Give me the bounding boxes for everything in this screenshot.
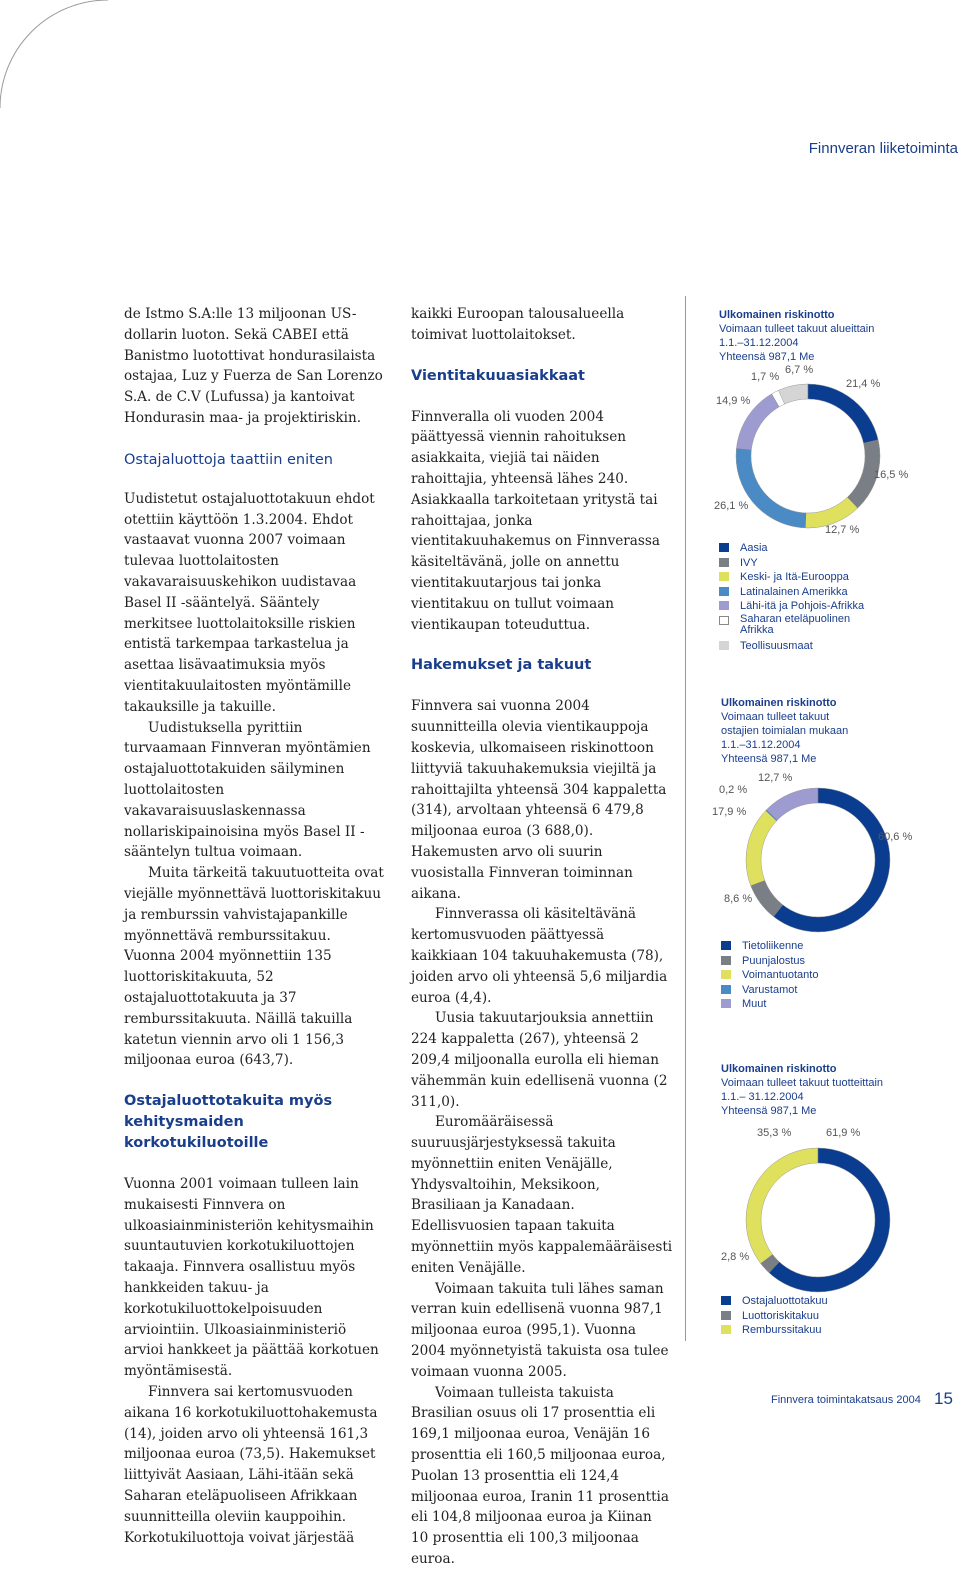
chart-title: Ulkomainen riskinotto — [721, 697, 837, 709]
chart-legend — [719, 541, 879, 654]
legend-item — [719, 599, 879, 614]
donut-outline — [761, 1163, 875, 1277]
legend-label: Ostajaluottotakuu — [742, 1295, 828, 1307]
value-label: 1,7 % — [751, 371, 780, 383]
value-label: 17,9 % — [712, 806, 747, 818]
chart-subtitle: Voimaan tulleet takuut tuotteittain — [721, 1077, 884, 1089]
legend-item — [721, 954, 881, 969]
legend-label: Aasia — [740, 542, 768, 554]
chart-legend — [721, 1294, 881, 1338]
legend-item — [719, 585, 879, 600]
chart-total: Yhteensä 987,1 Me — [719, 351, 815, 363]
chart-total: Yhteensä 987,1 Me — [721, 1105, 817, 1117]
legend-item — [721, 997, 881, 1012]
value-label: 0,2 % — [719, 784, 748, 796]
legend-swatch — [719, 587, 729, 596]
legend-swatch — [719, 601, 729, 610]
paragraph: Uudistuksella pyrittiin turvaamaan Finnveran myöntämien ostajaluottotakuiden säilyminen luottolaitosten vakavaraisuuslaskennassa nollariskipainoisina myös Basel II -sääntelyn tultua voimaan. — [124, 719, 371, 861]
chart-title: Ulkomainen riskinotto — [719, 309, 835, 321]
footer-report-name: Finnvera toimintakatsaus 2004 — [771, 1394, 921, 1406]
chart-region — [721, 696, 956, 766]
legend-swatch — [721, 999, 731, 1008]
paragraph: de Istmo S.A:lle 13 miljoonan US-dollarin luoton. Sekä CABEI että Banistmo luotottivat hondurasilaista ostajaa, Luz y Fuerza de San Lorenzo S.A. de C.V (Lufussa) ja kantoivat Hondurasin maa- ja projektiriskin. — [124, 306, 383, 426]
value-label: 8,6 % — [724, 893, 753, 905]
legend-swatch — [721, 1311, 731, 1320]
legend-swatch — [721, 985, 731, 994]
subheading: Ostajaluottotakuita myös kehitysmaiden korkotukiluotoille — [124, 1093, 333, 1152]
text-column-2 — [411, 304, 673, 1570]
legend-item — [719, 614, 879, 636]
legend-swatch — [721, 941, 731, 950]
paragraph: Voimaan takuita tuli lähes saman verran kuin edellisenä vuonna 987,1 miljoonaa euroa (995,1). Vuonna 2004 myönnetyistä takuista osa tulee voimaan vuonna 2005. — [411, 1280, 669, 1380]
legend-item — [721, 1294, 881, 1309]
legend-item — [719, 570, 879, 585]
donut-segment — [808, 392, 871, 442]
subheading: Hakemukset ja takuut — [411, 657, 592, 674]
donut-outline — [751, 399, 865, 513]
donut-segment — [754, 1156, 819, 1259]
legend-swatch — [719, 572, 729, 581]
legend-label: Remburssitakuu — [742, 1324, 822, 1337]
paragraph: Finnverassa oli käsiteltävänä kertomusvuoden päättyessä kaikkiaan 104 takuuhakemusta (78), joiden arvo oli yhteensä 5,6 miljardia euroa (4,4). — [411, 906, 668, 1006]
subheading: Vientitakuuasiakkaat — [411, 367, 585, 384]
legend-item — [719, 556, 879, 571]
legend-label: Saharan eteläpuolinen Afrikka — [740, 612, 851, 636]
legend-label: IVY — [740, 556, 758, 569]
value-label: 61,9 % — [826, 1127, 861, 1139]
legend-label: Puunjalostus — [742, 954, 805, 967]
legend-swatch — [719, 543, 729, 552]
chart-subtitle: Voimaan tulleet takuut alueittain — [719, 323, 875, 335]
corner-arc-decoration — [0, 0, 110, 110]
paragraph: Finnveralla oli vuoden 2004 päättyessä viennin rahoituksen asiakkaita, viejiä tai näiden rahoittajia, yhteensä lähes 240. Asiakkaalla tarkoitetaan yritystä tai rahoittajaa, jonka vientitakuuhakemus on Finnverassa käsiteltävänä, jolle on annettu vientitakuutarjous tai jonka vientitakuu on tullut voimaan vientikaupan toteuduttua. — [411, 408, 660, 633]
legend-label: Voimantuotanto — [742, 969, 819, 982]
donut-segment — [778, 796, 882, 925]
chart-subtitle: Voimaan tulleet takuut — [721, 711, 830, 723]
value-label: 21,4 % — [846, 378, 881, 390]
subheading: Ostajaluottoja taattiin eniten — [124, 451, 333, 468]
paragraph: Finnvera sai vuonna 2004 suunnitteilla olevia vientikauppoja koskevia, ulkomaiseen riskinottoon liittyviä takuuhakemuksia viejiltä ja rahoittajilta yhteensä 304 kappaletta (314), arvoltaan yhteensä 6 479,8 miljoonaa euroa (3 688,0). Hakemusten arvo oli suurin vuosistalla Finnveran toiminnan aikana. — [411, 698, 667, 902]
chart-title: Ulkomainen riskinotto — [721, 1063, 837, 1075]
paragraph: Vuonna 2001 voimaan tulleen lain mukaisesti Finnvera on ulkoasiainministeriön kehitysmaihin suuntautuvien korkotukiluottojen takaaja. Finnvera osallistuu myös hankkeiden takuu- ja korkotukiluottokelpoisuuden arviointiin. Ulkoasiainministeriö arvioi hankkeet ja päättää korkotuen myöntämisestä. — [124, 1176, 379, 1380]
legend-swatch — [721, 970, 731, 979]
donut-segment — [767, 1259, 775, 1267]
legend-swatch — [721, 1296, 731, 1305]
legend-item — [721, 1309, 881, 1324]
page-number: 15 — [934, 1389, 953, 1408]
value-label: 60,6 % — [878, 831, 913, 843]
legend-label: Keski- ja Itä-Eurooppa — [740, 571, 849, 584]
donut-chart-region — [735, 383, 881, 529]
paragraph: Voimaan tulleista takuista Brasilian osuus oli 17 prosenttia eli 169,1 miljoonaa euroa, Venäjän 16 prosenttia eli 160,5 miljoonaa euroa, Puolan 13 prosenttia eli 124,4 miljoonaa euroa, Iranin 11 prosenttia eli 104,8 miljoonaa euroa ja Kiinan 10 prosenttia eli 100,3 miljoonaa euroa. — [411, 1384, 669, 1568]
legend-swatch — [719, 641, 729, 650]
legend-label: Latinalainen Amerikka — [740, 585, 848, 598]
value-label: 2,8 % — [721, 1251, 750, 1263]
chart-period: 1.1.–31.12.2004 — [721, 739, 801, 751]
value-label: 12,7 % — [758, 772, 793, 784]
legend-item — [721, 1323, 881, 1338]
legend-label: Varustamot — [742, 983, 798, 996]
text-column-1 — [124, 304, 386, 1548]
legend-label: Luottoriskitakuu — [742, 1309, 820, 1322]
legend-item — [719, 639, 879, 654]
legend-item — [719, 541, 879, 556]
chart-legend — [721, 939, 881, 1012]
donut-segment — [776, 397, 782, 400]
legend-label: Teollisuusmaat — [740, 639, 813, 652]
chart-total: Yhteensä 987,1 Me — [721, 753, 817, 765]
legend-swatch — [721, 1325, 731, 1334]
value-label: 12,7 % — [825, 524, 860, 536]
paragraph: Finnvera sai kertomusvuoden aikana 16 korkotukiluottohakemusta (14), joiden arvo oli yhteensä 161,3 miljoonaa euroa (73,5). Hakemukset liittyivät Aasiaan, Lähi-itään sekä Saharan eteläpuoliseen Afrikkaan suunnitteilla oleviin kauppoihin. Korkotukiluottoja voivat järjestää — [124, 1384, 378, 1546]
donut-segment — [774, 1156, 882, 1285]
donut-chart-region — [745, 1147, 891, 1293]
chart-subtitle: ostajien toimialan mukaan — [721, 725, 849, 737]
donut-outline — [761, 803, 875, 917]
paragraph: Euromääräisessä suuruusjärjestyksessä takuita myönnettiin eniten Venäjälle, Yhdysvaltoihin, Meksikoon, Brasiliaan ja Kanadaan. Edellisvuosien tapaan takuita myönnettiin myös kappalemääräisesti eniten Venäjälle. — [411, 1114, 673, 1276]
value-label: 6,7 % — [785, 364, 814, 376]
paragraph: kaikki Euroopan talousalueella toimivat luottolaitokset. — [411, 306, 625, 343]
donut-chart-region — [745, 787, 891, 933]
legend-item — [721, 968, 881, 983]
donut-segment — [744, 400, 776, 449]
paragraph: Uusia takuutarjouksia annettiin 224 kappaletta (267), yhteensä 2 209,4 miljoonalla eurolla eli hieman vähemmän kuin edellisenä vuonna (2 311,0). — [411, 1010, 668, 1110]
legend-label: Lähi-itä ja Pohjois-Afrikka — [740, 600, 865, 613]
legend-swatch — [719, 616, 729, 625]
legend-label: Tietoliikenne — [742, 940, 804, 952]
donut-segment — [772, 796, 818, 815]
donut-segment — [744, 449, 806, 520]
paragraph: Uudistetut ostajaluottotakuun ehdot otettiin käyttöön 1.3.2004. Ehdot vastaavat vuonna 2007 voimaan tulevaa luottolaitosten vakavaraisuuskehikon uudistavaa Basel II -sääntelyä. Sääntely merkitsee luottolaitoksille riskien entistä tarkempaa tarkastelua ja asettaa lisävaatimuksia myös vientitakuulaitosten myöntämille takauksille ja takuille. — [124, 490, 375, 715]
legend-swatch — [719, 558, 729, 567]
paragraph: Muita tärkeitä takuutuotteita ovat viejälle myönnettävä luottoriskitakuu ja remburssin vahvistajapankille myönnettävä remburssitakuu. Vuonna 2004 myönnettiin 135 luottoriskitakuuta, 52 ostajaluottotakuuta ja 37 remburssitakuuta. Näillä takuilla katetun viennin arvo oli 1 156,3 miljoonaa euroa (643,7). — [124, 865, 384, 1069]
donut-segment — [806, 503, 853, 521]
section-title: Finnveran liiketoiminta — [808, 140, 958, 157]
legend-swatch — [721, 956, 731, 965]
chart-region — [721, 1062, 956, 1118]
chart-period: 1.1.–31.12.2004 — [719, 337, 799, 349]
legend-item — [721, 939, 881, 954]
legend-item — [721, 983, 881, 998]
donut-segment — [782, 392, 808, 398]
chart-region — [719, 308, 954, 364]
value-label: 16,5 % — [874, 469, 909, 481]
value-label: 35,3 % — [757, 1127, 792, 1139]
value-label: 26,1 % — [714, 500, 749, 512]
chart-period: 1.1.– 31.12.2004 — [721, 1091, 804, 1103]
legend-label: Muut — [742, 998, 767, 1011]
column-divider — [685, 296, 686, 1341]
value-label: 14,9 % — [716, 395, 751, 407]
